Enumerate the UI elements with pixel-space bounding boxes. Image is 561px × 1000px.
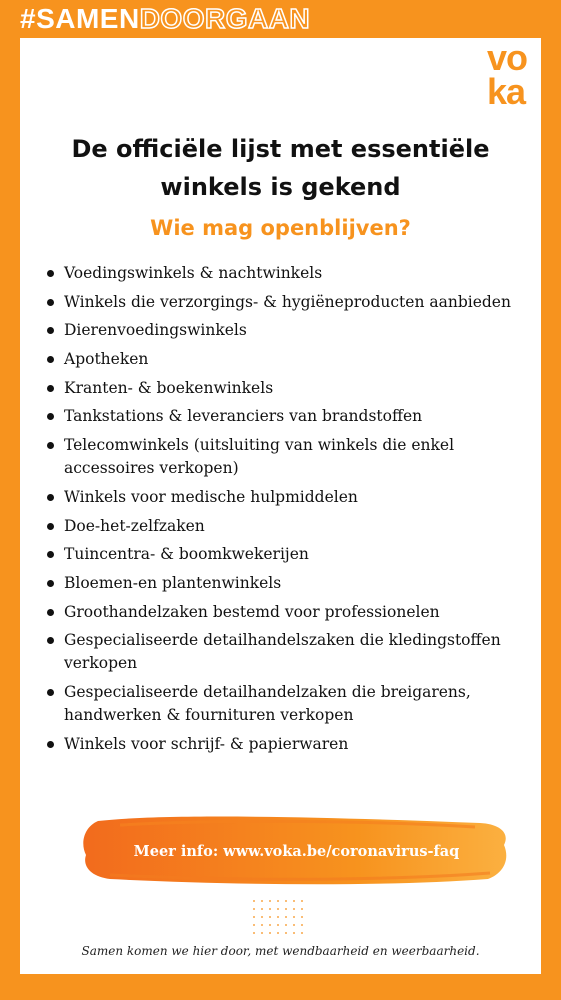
logo-line-2: ka	[487, 71, 526, 112]
list-item: Tankstations & leveranciers van brandstoffen	[44, 405, 539, 428]
more-info-link[interactable]	[80, 815, 513, 887]
list-item: Groothandelzaken bestemd voor professionelen	[44, 601, 539, 624]
page-subtitle: Wie mag openblijven?	[150, 216, 411, 240]
footer-tagline: Samen komen we hier door, met wendbaarheid en weerbaarheid.	[81, 944, 480, 958]
hashtag-part-samen: #SAMEN	[20, 3, 140, 34]
list-item: Winkels voor medische hulpmiddelen	[44, 486, 539, 509]
logo-line-1: vo	[487, 37, 528, 78]
list-item: Winkels die verzorgings- & hygiëneproducten aanbieden	[44, 291, 539, 314]
list-item: Kranten- & boekenwinkels	[44, 377, 539, 400]
voka-logo	[487, 37, 533, 112]
list-item: Gespecialiseerde detailhandelszaken die kledingstoffen verkopen	[44, 629, 539, 675]
list-item: Bloemen-en plantenwinkels	[44, 572, 539, 595]
list-item: Winkels voor schrijf- & papierwaren	[44, 733, 539, 756]
list-item: Tuincentra- & boomkwekerijen	[44, 543, 539, 566]
list-item: Voedingswinkels & nachtwinkels	[44, 262, 539, 285]
hashtag-samendoorgaan	[20, 2, 310, 36]
list-item: Gespecialiseerde detailhandelzaken die breigarens, handwerken & fournituren verkopen	[44, 681, 539, 727]
list-item: Apotheken	[44, 348, 539, 371]
essential-shops-list	[44, 262, 539, 761]
more-info-label: Meer info: www.voka.be/coronavirus-faq	[133, 842, 460, 860]
dots-decoration	[250, 897, 310, 937]
list-item: Dierenvoedingswinkels	[44, 319, 539, 342]
page-title: De officiële lijst met essentiële winkels is gekend	[71, 135, 490, 201]
hashtag-part-doorgaan: DOORGAAN	[139, 3, 311, 34]
list-item: Doe-het-zelfzaken	[44, 515, 539, 538]
list-item: Telecomwinkels (uitsluiting van winkels die enkel accessoires verkopen)	[44, 434, 539, 480]
